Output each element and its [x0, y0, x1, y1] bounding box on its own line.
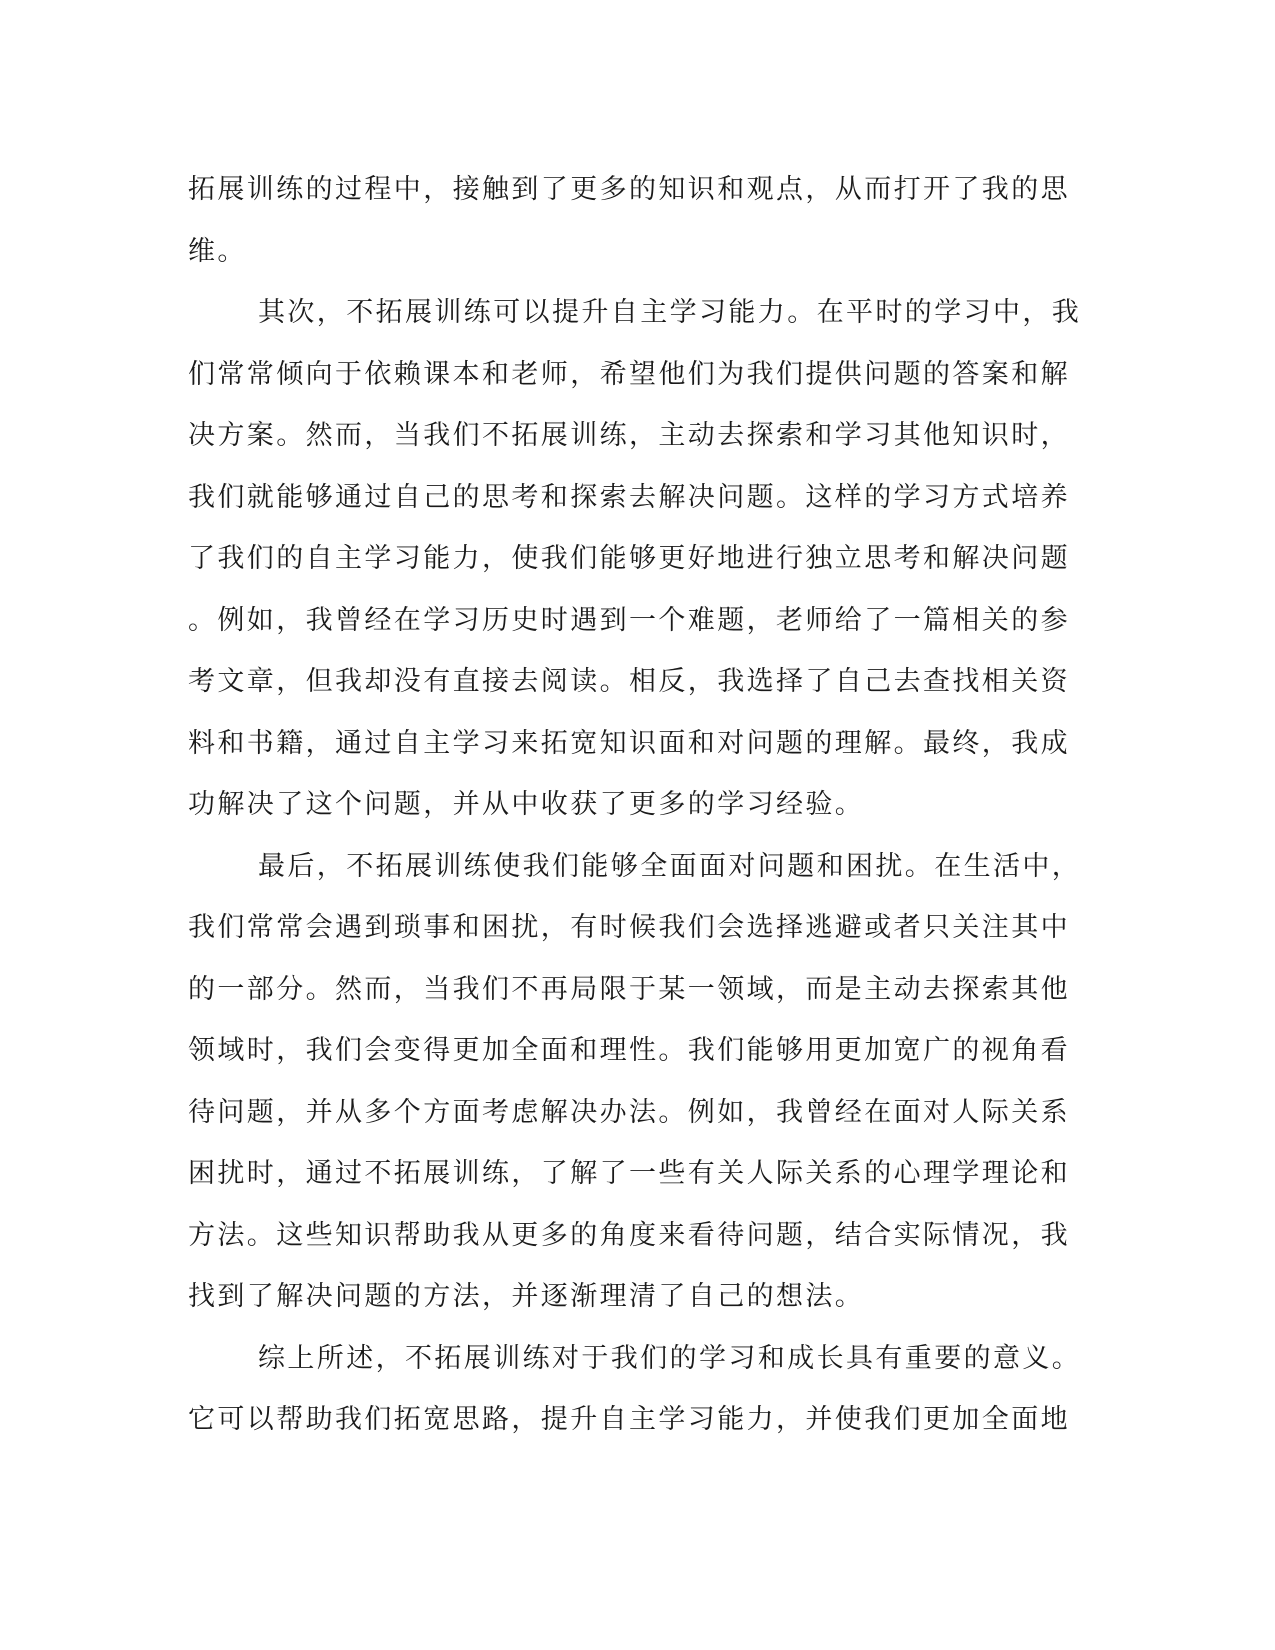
- text-line: 功解决了这个问题，并从中收获了更多的学习经验。: [188, 789, 865, 820]
- text-line: 领域时，我们会变得更加全面和理性。我们能够用更加宽广的视角看: [188, 1035, 1070, 1066]
- text-line: 决方案。然而，当我们不拓展训练，主动去探索和学习其他知识时，: [188, 420, 1070, 451]
- text-line: 我们常常会遇到琐事和困扰，有时候我们会选择逃避或者只关注其中: [188, 912, 1070, 943]
- paragraph-first-line: 综上所述，不拓展训练对于我们的学习和成长具有重要的意义。: [258, 1342, 1082, 1374]
- text-line: 考文章，但我却没有直接去阅读。相反，我选择了自己去查找相关资: [188, 666, 1070, 697]
- text-line: 料和书籍，通过自主学习来拓宽知识面和对问题的理解。最终，我成: [188, 727, 1070, 759]
- text-line: 。例如，我曾经在学习历史时遇到一个难题，老师给了一篇相关的参: [188, 604, 1070, 636]
- text-line: 它可以帮助我们拓宽思路，提升自主学习能力，并使我们更加全面地: [188, 1404, 1070, 1435]
- text-line: 困扰时，通过不拓展训练，了解了一些有关人际关系的心理学理论和: [188, 1158, 1070, 1189]
- text-line: 维。: [188, 235, 247, 267]
- text-line: 了我们的自主学习能力，使我们能够更好地进行独立思考和解决问题: [188, 543, 1070, 574]
- text-line: 拓展训练的过程中，接触到了更多的知识和观点，从而打开了我的思: [188, 174, 1070, 205]
- body-text: [188, 159, 1082, 1451]
- text-line: 的一部分。然而，当我们不再局限于某一领域，而是主动去探索其他: [188, 973, 1070, 1005]
- text-line: 我们就能够通过自己的思考和探索去解决问题。这样的学习方式培养: [188, 481, 1070, 513]
- text-line: 待问题，并从多个方面考虑解决办法。例如，我曾经在面对人际关系: [188, 1096, 1070, 1128]
- paragraph-first-line: 其次，不拓展训练可以提升自主学习能力。在平时的学习中，我: [258, 297, 1082, 328]
- text-line: 方法。这些知识帮助我从更多的角度来看待问题，结合实际情况，我: [188, 1219, 1070, 1251]
- text-line: 找到了解决问题的方法，并逐渐理清了自己的想法。: [188, 1281, 865, 1312]
- paragraph-first-line: 最后，不拓展训练使我们能够全面面对问题和困扰。在生活中，: [258, 850, 1082, 882]
- text-line: 们常常倾向于依赖课本和老师，希望他们为我们提供问题的答案和解: [188, 358, 1070, 390]
